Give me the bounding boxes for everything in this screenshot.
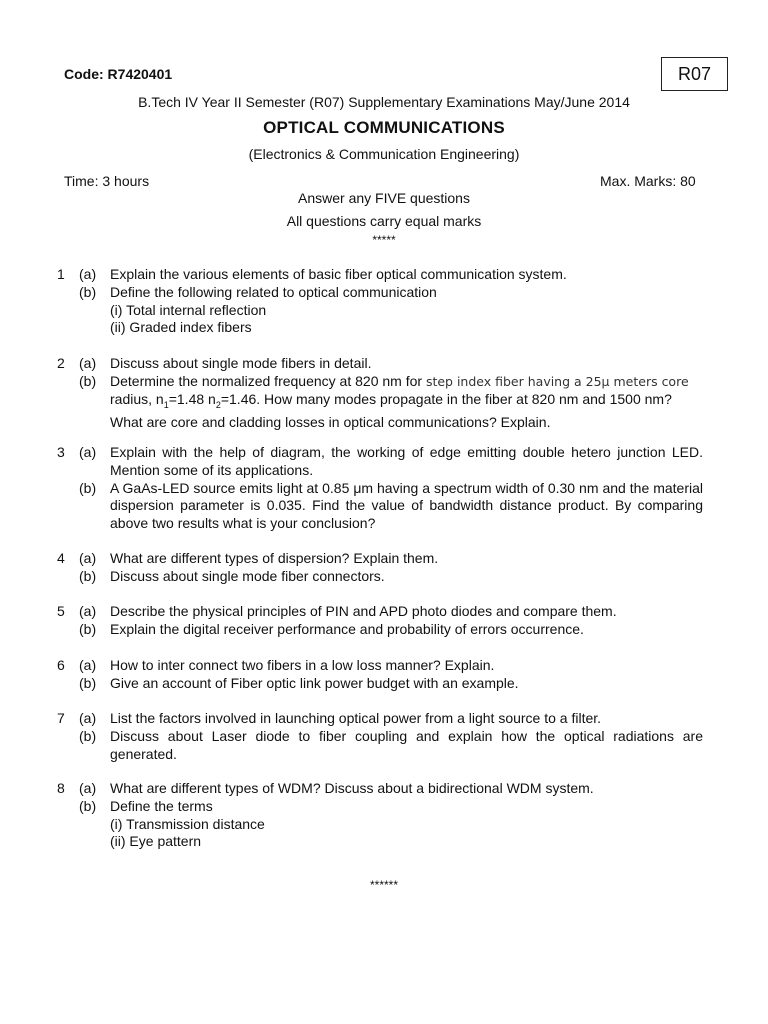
question-number: 2	[57, 355, 65, 371]
sub-item: (i) Total internal reflection	[110, 301, 267, 318]
question-number: 5	[57, 603, 65, 619]
part-label: (b)	[79, 727, 97, 744]
max-marks: Max. Marks: 80	[600, 173, 696, 189]
part-label: (b)	[79, 372, 97, 389]
part-label: (b)	[79, 567, 97, 584]
question-text: Describe the physical principles of PIN and APD photo diodes and compare them.	[110, 603, 617, 619]
separator-stars: *****	[372, 233, 396, 247]
question-6	[57, 657, 703, 693]
question-number: 6	[57, 657, 65, 673]
question-number: 3	[57, 444, 65, 460]
department: (Electronics & Communication Engineering)	[248, 146, 520, 162]
question-1	[57, 266, 703, 337]
question-text	[110, 373, 703, 391]
question-4	[57, 550, 703, 586]
subscript: 2	[215, 399, 221, 410]
question-text: Explain with the help of diagram, the working of edge emitting double hetero junction LED. Mention some of its applications.	[110, 444, 703, 478]
question-2	[57, 355, 703, 432]
question-text: List the factors involved in launching optical power from a light source to a filter.	[110, 710, 602, 726]
question-text-part: Determine the normalized frequency at 820 nm for	[110, 372, 423, 389]
question-text: What are core and cladding losses in optical communications? Explain.	[110, 414, 551, 431]
part-label: (a)	[79, 550, 97, 566]
question-number: 1	[57, 266, 65, 282]
question-text: A GaAs-LED source emits light at 0.85 μm having a spectrum width of 0.30 nm and the material dispersion parameter is 0.035. Find the value of bandwidth distance product. By comparing above two results what is your conclusion?	[110, 479, 703, 532]
part-label: (b)	[79, 797, 97, 814]
question-text: Discuss about single mode fibers in detail.	[110, 355, 372, 371]
regulation-label: R07	[677, 63, 712, 84]
subscript: 1	[163, 399, 169, 410]
part-label: (a)	[79, 266, 97, 282]
question-8	[57, 780, 703, 851]
sub-item: (i) Transmission distance	[110, 815, 265, 832]
question-text: Give an account of Fiber optic link power budget with an example.	[110, 674, 519, 691]
part-label: (a)	[79, 710, 97, 726]
subject-title: OPTICAL COMMUNICATIONS	[263, 118, 505, 137]
regulation-box	[661, 57, 728, 91]
time-limit: Time: 3 hours	[64, 173, 150, 189]
part-label: (a)	[79, 780, 97, 796]
exam-title: B.Tech IV Year II Semester (R07) Supplementary Examinations May/June 2014	[138, 94, 630, 110]
part-label: (b)	[79, 620, 97, 637]
instruction-marks: All questions carry equal marks	[286, 213, 482, 229]
question-number: 4	[57, 550, 65, 566]
paper-code: Code: R7420401	[64, 66, 173, 82]
question-text-part: step index fiber having a 25μ meters core	[425, 373, 689, 389]
part-label: (b)	[79, 283, 97, 300]
sub-item: (ii) Eye pattern	[110, 833, 202, 850]
question-number: 8	[57, 780, 65, 796]
part-label: (a)	[79, 444, 97, 460]
question-7	[57, 710, 703, 763]
question-text: Define the terms	[110, 797, 213, 814]
question-3	[57, 444, 703, 533]
question-number: 7	[57, 710, 65, 726]
part-label: (b)	[79, 479, 97, 496]
question-text: Discuss about Laser diode to fiber coupling and explain how the optical radiations are generated.	[110, 727, 703, 762]
question-text: What are different types of dispersion? Explain them.	[110, 550, 439, 566]
part-label: (a)	[79, 355, 97, 371]
question-text: How to inter connect two fibers in a low loss manner? Explain.	[110, 657, 495, 673]
part-label: (a)	[79, 603, 97, 619]
sub-item: (ii) Graded index fibers	[110, 319, 252, 336]
part-label: (a)	[79, 657, 97, 673]
end-stars: ******	[369, 878, 399, 892]
instruction-answer: Answer any FIVE questions	[298, 190, 470, 206]
part-label: (b)	[79, 674, 97, 691]
question-text: radius, $n_1=1.48$ $n_2=1.46$. How many modes propagate in the fiber at 820 nm and 1500 nm?	[110, 390, 672, 410]
question-5	[57, 603, 703, 639]
question-text: Explain the digital receiver performance and probability of errors occurrence.	[110, 620, 584, 637]
question-text: What are different types of WDM? Discuss about a bidirectional WDM system.	[110, 780, 594, 796]
question-text: Explain the various elements of basic fiber optical communication system.	[110, 266, 567, 282]
question-text: Discuss about single mode fiber connectors.	[110, 567, 385, 584]
question-text: Define the following related to optical communication	[110, 283, 437, 300]
